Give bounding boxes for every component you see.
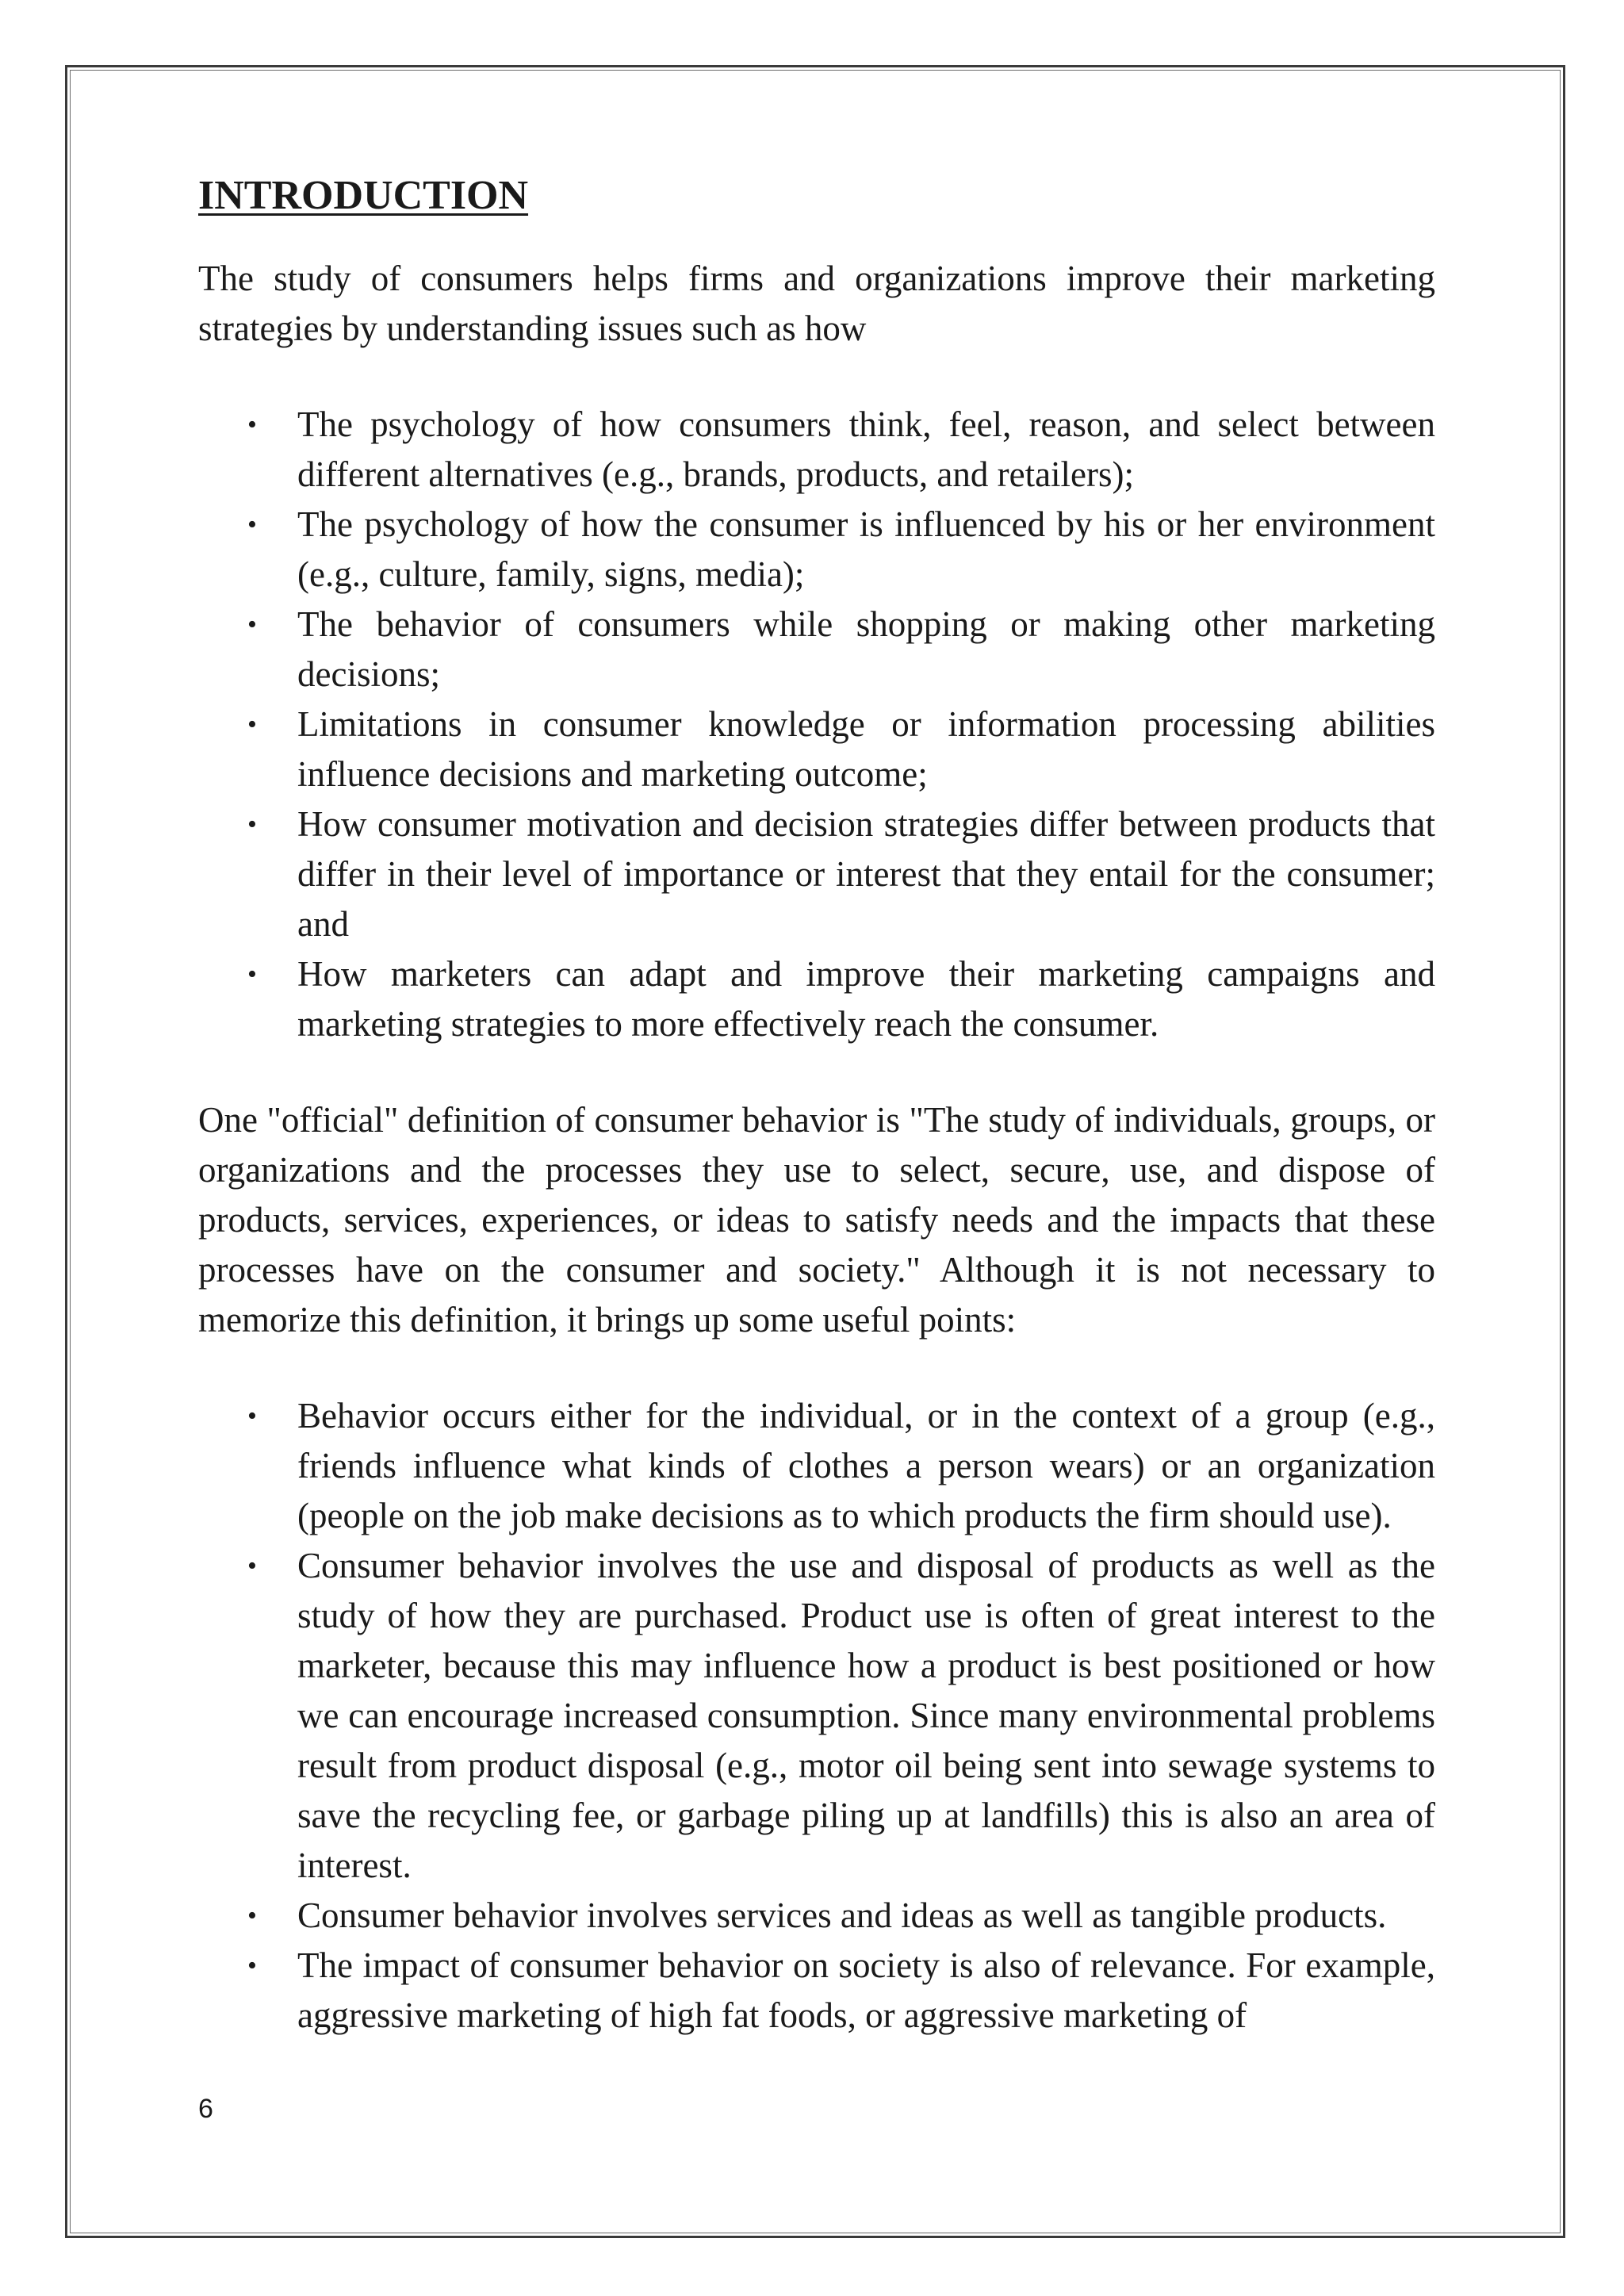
- list-item-text: How consumer motivation and decision strategies differ between products that differ in their level of importance or interest that they entail for the consumer; and: [297, 804, 1435, 944]
- list-item-text: Consumer behavior involves the use and disposal of products as well as the study of how they are purchased. Product use is often of great interest to the marketer, because this may influence how a product is best positioned or how we can encourage increased consumption. Since many environmental problems result from product disposal (e.g., motor oil being sent into sewage systems to save the recycling fee, or garbage piling up at landfills) this is also an area of interest.: [297, 1546, 1435, 1885]
- list-item: [198, 949, 1435, 1049]
- page-number: 6: [198, 2094, 213, 2124]
- bullet-icon: •: [247, 610, 257, 639]
- points-list: [198, 1391, 1435, 2041]
- bullet-icon: •: [247, 710, 257, 739]
- list-item: [198, 400, 1435, 500]
- bullet-icon: •: [247, 410, 257, 439]
- list-item: [198, 799, 1435, 949]
- list-item-text: The behavior of consumers while shopping or making other marketing decisions;: [297, 604, 1435, 694]
- document-body: [198, 168, 1435, 2087]
- list-item: [198, 500, 1435, 600]
- list-item-text: The psychology of how the consumer is influenced by his or her environment (e.g., culture, family, signs, media);: [297, 504, 1435, 594]
- list-item: [198, 700, 1435, 799]
- list-item: [198, 1541, 1435, 1891]
- bullet-icon: •: [247, 1951, 257, 1980]
- bullet-icon: •: [247, 510, 257, 539]
- definition-paragraph: One "official" definition of consumer behavior is "The study of individuals, groups, or organizations and the processes they use to select, secure, use, and dispose of products, services, experiences, or ideas to satisfy needs and the impacts that these processes have on the consumer and society." Although it is not necessary to memorize this definition, it brings up some useful points:: [198, 1100, 1435, 1340]
- intro-paragraph: The study of consumers helps firms and organizations improve their marketing strategies by understanding issues such as how: [198, 259, 1435, 348]
- list-item-text: The psychology of how consumers think, feel, reason, and select between different alternatives (e.g., brands, products, and retailers);: [297, 404, 1435, 494]
- list-item: [198, 1891, 1435, 1941]
- list-item-text: Consumer behavior involves services and ideas as well as tangible products.: [297, 1895, 1387, 1935]
- bullet-icon: •: [247, 960, 257, 989]
- list-item-text: How marketers can adapt and improve their marketing campaigns and marketing strategies to more effectively reach the consumer.: [297, 954, 1435, 1044]
- list-item-text: Behavior occurs either for the individual, or in the context of a group (e.g., friends influence what kinds of clothes a person wears) or an organization (people on the job make decisions as to which products the firm should use).: [297, 1396, 1435, 1535]
- bullet-icon: •: [247, 1901, 257, 1930]
- bullet-icon: •: [247, 1401, 257, 1431]
- list-item: [198, 600, 1435, 700]
- bullet-icon: •: [247, 1551, 257, 1581]
- list-item-text: Limitations in consumer knowledge or information processing abilities influence decisions and marketing outcome;: [297, 704, 1435, 794]
- issues-list: [198, 400, 1435, 1049]
- bullet-icon: •: [247, 810, 257, 839]
- list-item-text: The impact of consumer behavior on society is also of relevance. For example, aggressive marketing of high fat foods, or aggressive marketing of: [297, 1945, 1435, 2035]
- list-item: [198, 1941, 1435, 2041]
- list-item: [198, 1391, 1435, 1541]
- section-heading: INTRODUCTION: [198, 173, 529, 218]
